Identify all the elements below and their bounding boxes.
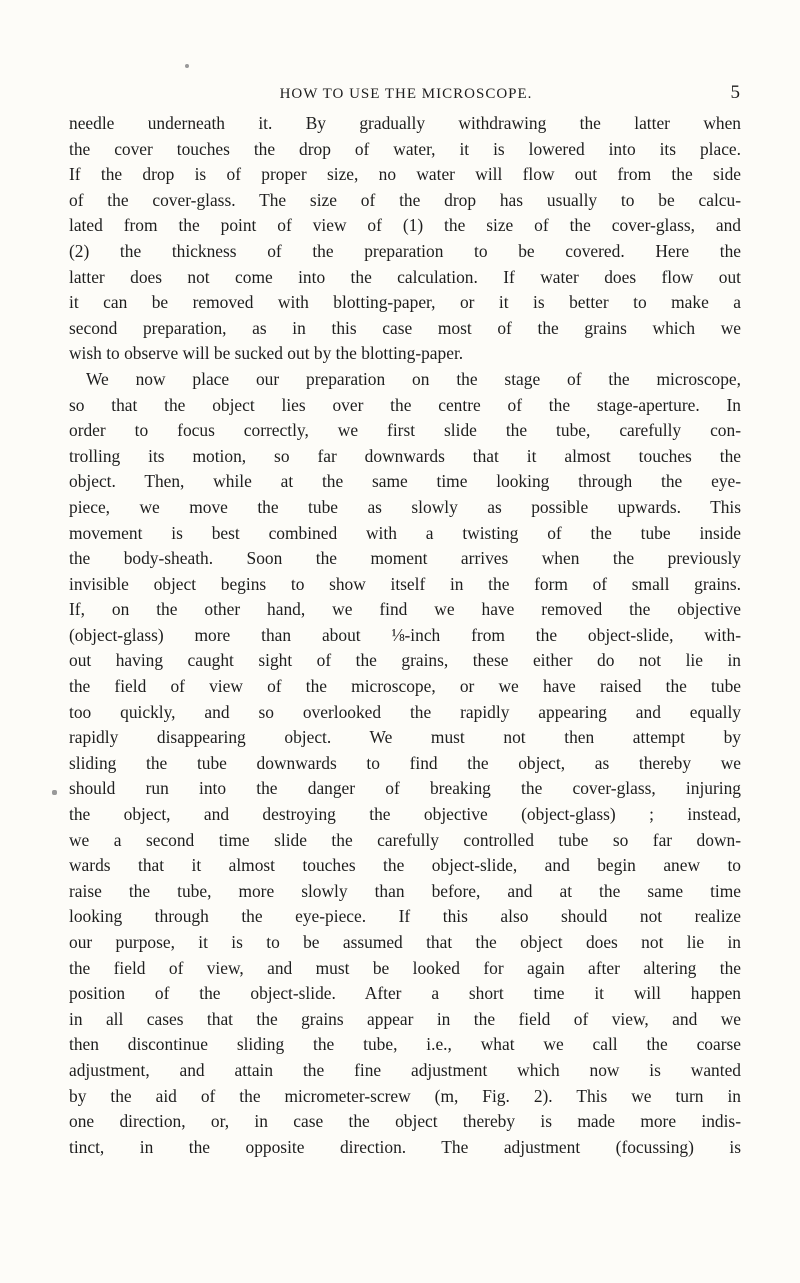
text-line: in all cases that the grains appear in the field of view, and we	[69, 1008, 741, 1029]
text-line: the cover touches the drop of water, it is lowered into its place.	[69, 138, 741, 159]
text-line: (object-glass) more than about ⅛-inch from the object-slide, with-	[69, 624, 741, 645]
text-line: second preparation, as in this case most of the grains which we	[69, 317, 741, 338]
text-line: sliding the tube downwards to find the object, as thereby we	[69, 752, 741, 773]
text-line: piece, we move the tube as slowly as possible upwards. This	[69, 496, 741, 517]
text-line: looking through the eye-piece. If this also should not realize	[69, 906, 741, 927]
paper-speck	[52, 790, 57, 795]
text-line: (2) the thickness of the preparation to be covered. Here the	[69, 240, 741, 261]
text-line: raise the tube, more slowly than before, and at the same time	[69, 880, 741, 901]
text-line: should run into the danger of breaking the cover-glass, injuring	[69, 778, 741, 799]
running-head	[72, 82, 740, 110]
text-line: object. Then, while at the same time looking through the eye-	[69, 471, 741, 492]
text-line: of the cover-glass. The size of the drop has usually to be calcu-	[69, 189, 741, 210]
text-line: trolling its motion, so far downwards that it almost touches the	[69, 445, 741, 466]
text-line: needle underneath it. By gradually withdrawing the latter when	[69, 113, 741, 133]
page-number: 5	[730, 82, 740, 103]
text-line: too quickly, and so overlooked the rapidly appearing and equally	[69, 701, 741, 722]
text-line: movement is best combined with a twisting of the tube inside	[69, 522, 741, 543]
text-line: lated from the point of view of (1) the size of the cover-glass, and	[69, 215, 741, 236]
body-text	[69, 111, 741, 1160]
text-line: wish to observe will be sucked out by the blotting-paper.	[69, 343, 464, 364]
text-line: adjustment, and attain the fine adjustment which now is wanted	[69, 1059, 741, 1080]
text-line: wards that it almost touches the object-slide, and begin anew to	[69, 855, 741, 876]
text-line: If the drop is of proper size, no water will flow out from the side	[69, 164, 741, 185]
text-line: We now place our preparation on the stage of the microscope,	[86, 368, 741, 389]
running-title: HOW TO USE THE MICROSCOPE.	[279, 86, 533, 102]
text-line: by the aid of the micrometer-screw (m, Fig. 2). This we turn in	[69, 1085, 741, 1106]
text-line: latter does not come into the calculation. If water does flow out	[69, 266, 741, 287]
text-line: position of the object-slide. After a short time it will happen	[69, 983, 741, 1004]
text-line: one direction, or, in case the object thereby is made more indis-	[69, 1111, 741, 1132]
text-line: then discontinue sliding the tube, i.e., what we call the coarse	[69, 1034, 741, 1055]
text-line: it can be removed with blotting-paper, or it is better to make a	[69, 292, 741, 313]
text-line: the object, and destroying the objective (object-glass) ; instead,	[69, 804, 741, 825]
text-line: out having caught sight of the grains, these either do not lie in	[69, 650, 741, 671]
text-line: the body-sheath. Soon the moment arrives when the previously	[69, 548, 741, 569]
text-line: rapidly disappearing object. We must not then attempt by	[69, 727, 741, 748]
text-line: tinct, in the opposite direction. The adjustment (focussing) is	[69, 1136, 741, 1157]
text-line: order to focus correctly, we first slide the tube, carefully con-	[69, 420, 741, 441]
text-line: we a second time slide the carefully controlled tube so far down-	[69, 829, 741, 850]
text-line: the field of view, and must be looked for again after altering the	[69, 957, 741, 978]
text-line: invisible object begins to show itself in the form of small grains.	[69, 573, 741, 594]
text-line: our purpose, it is to be assumed that the object does not lie in	[69, 932, 741, 952]
paper-speck	[185, 64, 189, 68]
text-line: so that the object lies over the centre of the stage-aperture. In	[69, 394, 741, 415]
text-line: the field of view of the microscope, or we have raised the tube	[69, 676, 741, 697]
text-line: If, on the other hand, we find we have removed the objective	[69, 599, 741, 620]
